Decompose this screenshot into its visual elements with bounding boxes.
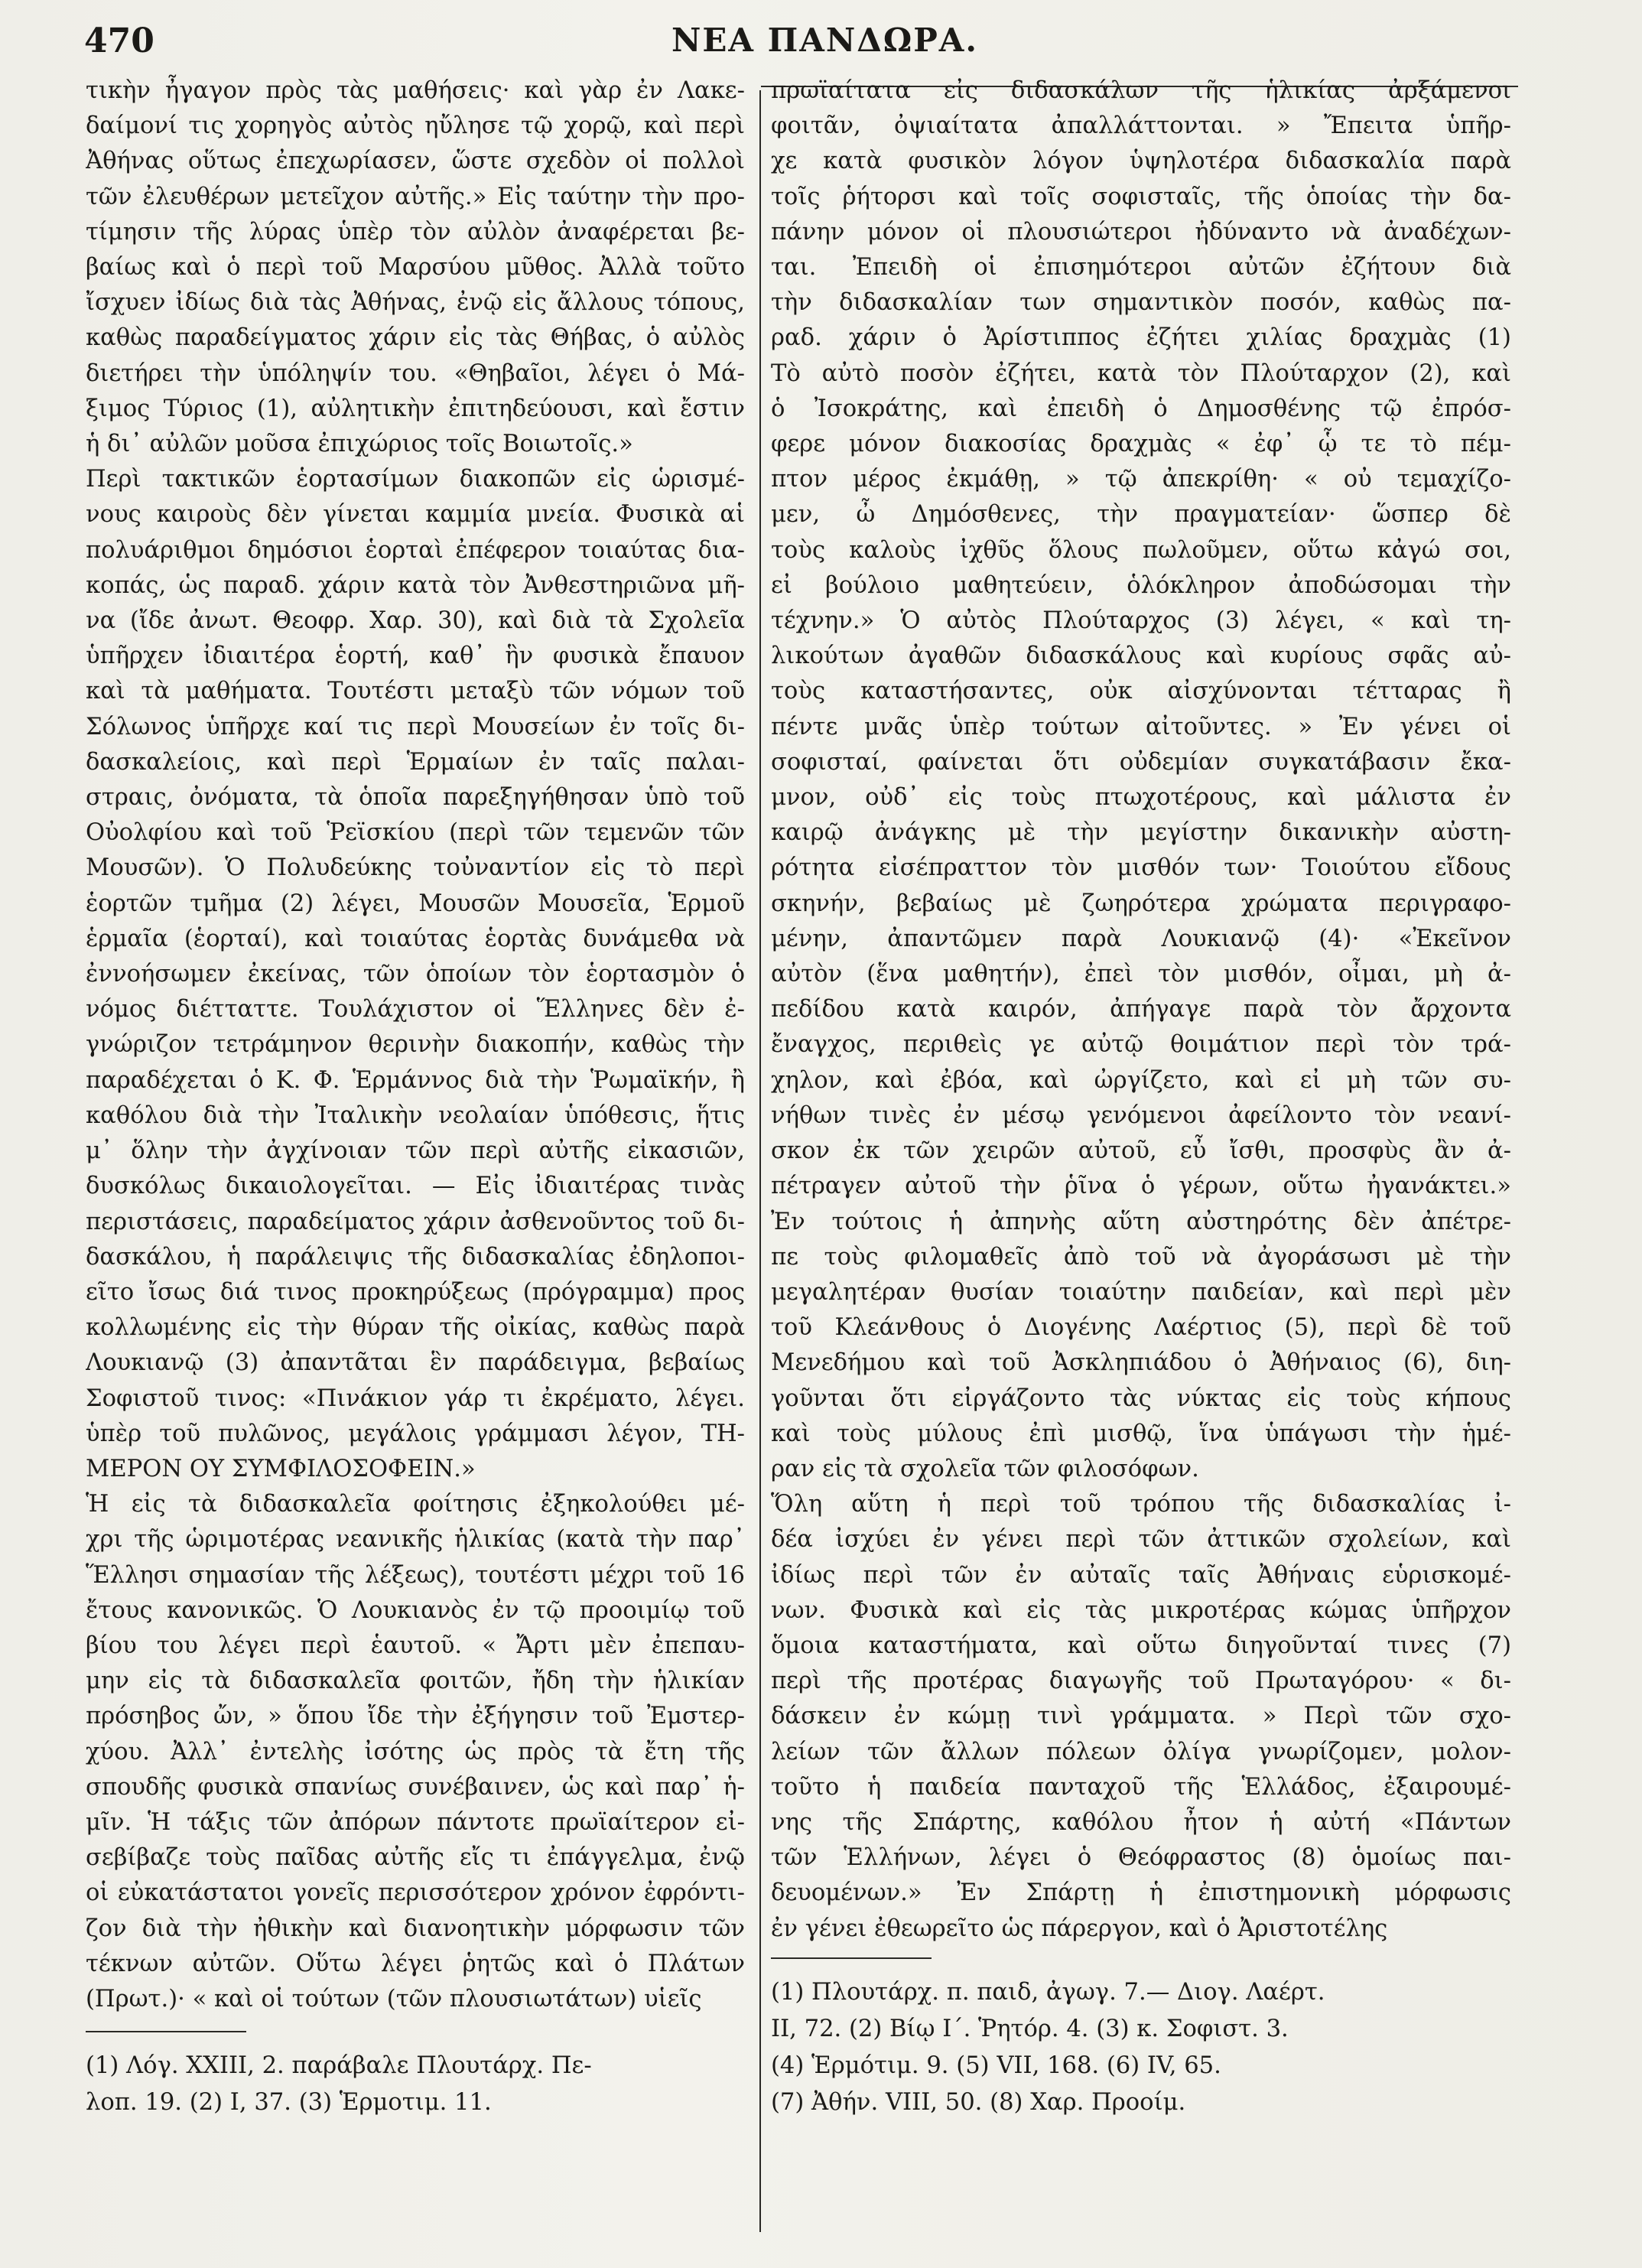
text-line: φοιτᾶν, ὀψιαίτατα ἀπαλλάττονται. » Ἔπειτα ὑπῆρ- [771, 112, 1511, 140]
text-line: ἑορτῶν τμῆμα (2) λέγει, Μουσῶν Μουσεῖα, Ἑρμοῦ [86, 890, 745, 917]
text-line: τοῦ Κλεάνθους ὁ Διογένης Λαέρτιος (5), περὶ δὲ τοῦ [771, 1314, 1511, 1342]
text-line: Ἀθήνας οὕτως ἐπεχωρίασεν, ὥστε σχεδὸν οἱ πολλοὶ [86, 148, 745, 175]
text-line: Περὶ τακτικῶν ἑορτασίμων διακοπῶν εἰς ὡρισμέ- [86, 466, 745, 493]
text-line: νόμος διέτταττε. Τουλάχιστον οἱ Ἕλληνες δὲν ἐ- [86, 996, 745, 1023]
text-line: εἰ βούλοιο μαθητεύειν, ὁλόκληρον ἀποδώσομαι τὴν [771, 571, 1511, 599]
text-line: σοφισταί, φαίνεται ὅτι οὐδεμίαν συγκατάβασιν ἔκα- [771, 748, 1511, 776]
text-line: φερε μόνον διακοσίας δραχμὰς « ἐφ᾽ ᾧ τε τὸ πέμ- [771, 431, 1511, 458]
text-line: τοὺς καλοὺς ἰχθῦς ὅλους πωλοῦμεν, οὕτω κἀγώ σοι, [771, 536, 1511, 564]
text-line: πε τοὺς φιλομαθεῖς ἀπὸ τοῦ νὰ ἀγοράσωσι μὲ τὴν [771, 1243, 1511, 1271]
text-line: νης τῆς Σπάρτης, καθόλου ἦτον ἡ αὐτή «Πάντων [771, 1808, 1511, 1836]
right-column [771, 73, 1511, 2121]
text-line: κοπάς, ὡς παραδ. χάριν κατὰ τὸν Ἀνθεστηριῶνα μῆ- [86, 571, 745, 599]
text-line: χηλον, καὶ ἐβόα, καὶ ὠργίζετο, καὶ εἰ μὴ τῶν συ- [771, 1066, 1511, 1094]
text-line: (1) Πλουτάρχ. π. παιδ, ἀγωγ. 7.— Διογ. Λαέρτ. [771, 1978, 1325, 2006]
text-line: Ἐν τούτοις ἡ ἀπηνὴς αὕτη αὐστηρότης δὲν ἀπέτρε- [771, 1208, 1511, 1235]
text-line: λοπ. 19. (2) Ι, 37. (3) Ἑρμοτιμ. 11. [86, 2089, 492, 2117]
page-number: 470 [84, 21, 154, 60]
text-line: Σοφιστοῦ τινος: «Πινάκιον γάρ τι ἐκρέματο, λέγει. [86, 1385, 745, 1412]
text-line: δασκαλείοις, καὶ περὶ Ἑρμαίων ἐν ταῖς παλαι- [86, 748, 745, 776]
right-column-text [771, 73, 1511, 1947]
text-line: πέντε μνᾶς ὑπὲρ τούτων αἰτοῦντες. » Ἐν γένει οἱ [771, 713, 1511, 740]
text-line: Μενεδήμου καὶ τοῦ Ἀσκληπιάδου ὁ Ἀθήναιος (6), διη- [771, 1349, 1511, 1377]
text-line: ὑπῆρχεν ἰδιαιτέρα ἑορτή, καθ᾽ ἣν φυσικὰ ἔπαυον [86, 643, 745, 670]
text-line: δυσκόλως δικαιολογεῖται. — Εἰς ἰδιαιτέρας τινὰς [86, 1173, 745, 1200]
running-title: ΝΕΑ ΠΑΝΔΩΡΑ. [671, 21, 978, 59]
text-line: περιστάσεις, παραδείματος χάριν ἀσθενοῦντος τοῦ δι- [86, 1208, 745, 1235]
text-line: νων. Φυσικὰ καὶ εἰς τὰς μικροτέρας κώμας ὑπῆρχον [771, 1596, 1511, 1624]
text-line: ΜΕΡΟΝ ΟΥ ΣΥΜΦΙΛΟΣΟΦΕΙΝ.» [86, 1455, 476, 1482]
left-column-text [86, 73, 745, 2017]
text-line: ὁ Ἰσοκράτης, καὶ ἐπειδὴ ὁ Δημοσθένης τῷ ἐπρόσ- [771, 395, 1511, 422]
text-line: χε κατὰ φυσικὸν λόγον ὑψηλοτέρα διδασκαλία παρὰ [771, 148, 1511, 175]
text-line: βίου του λέγει περὶ ἑαυτοῦ. « Ἄρτι μὲν ἐπεπαυ- [86, 1632, 745, 1659]
text-line: γοῦνται ὅτι εἰργάζοντο τὰς νύκτας εἰς τοὺς κήπους [771, 1385, 1511, 1412]
text-line: μῖν. Ἡ τάξις τῶν ἀπόρων πάντοτε πρωϊαίτερον εἰ- [86, 1808, 745, 1836]
text-line: Ὅλη αὕτη ἡ περὶ τοῦ τρόπου τῆς διδασκαλίας ἰ- [771, 1491, 1511, 1518]
text-line: δασκάλου, ἡ παράλειψις τῆς διδασκαλίας ἐδηλοποι- [86, 1243, 745, 1271]
text-line: γνώριζον τετράμηνον θερινὴν διακοπήν, καθὼς τὴν [86, 1031, 745, 1059]
text-line: ρότητα εἰσέπραττον τὸν μισθόν των· Τοιούτου εἴδους [771, 854, 1511, 882]
text-line: να (ἴδε ἀνωτ. Θεοφρ. Χαρ. 30), καὶ διὰ τὰ Σχολεῖα [86, 607, 745, 635]
text-line: τέχνην.» Ὁ αὐτὸς Πλούταρχος (3) λέγει, « καὶ τη- [771, 607, 1511, 635]
text-line: ὑπὲρ τοῦ πυλῶνος, μεγάλοις γράμμασι λέγον, ΤΗ- [86, 1420, 745, 1447]
text-line: Λουκιανῷ (3) ἀπαντᾶται ἓν παράδειγμα, βεβαίως [86, 1349, 745, 1377]
text-line: ἴσχυεν ἰδίως διὰ τὰς Ἀθήνας, ἐνῷ εἰς ἄλλους τόπους, [86, 289, 745, 317]
text-line: οἱ εὐκατάστατοι γονεῖς περισσότερον χρόνον ἐφρόντι- [86, 1879, 745, 1907]
text-line: μεγαλητέραν θυσίαν τοιαύτην παιδείαν, καὶ περὶ μὲν [771, 1278, 1511, 1306]
text-line: ραν εἰς τὰ σχολεῖα τῶν φιλοσόφων. [771, 1455, 1199, 1482]
text-line: ξιμος Τύριος (1), αὐλητικὴν ἐπιτηδεύουσι, καὶ ἔστιν [86, 395, 745, 422]
text-line: καθόλου διὰ τὴν Ἰταλικὴν νεολαίαν ὑπόθεσις, ἥτις [86, 1101, 745, 1129]
text-line: (Πρωτ.)· « καὶ οἱ τούτων (τῶν πλουσιωτάτων) υἱεῖς [86, 1985, 702, 2013]
text-line: μην εἰς τὰ διδασκαλεῖα φοιτῶν, ἤδη τὴν ἡλικίαν [86, 1668, 745, 1695]
text-line: Οὐολφίου καὶ τοῦ Ῥεϊσκίου (περὶ τῶν τεμενῶν τῶν [86, 819, 745, 847]
text-line: ἐννοήσωμεν ἐκείνας, τῶν ὁποίων τὸν ἑορτασμὸν ὁ [86, 961, 745, 988]
text-line: ἔτους κανονικῶς. Ὁ Λουκιανὸς ἐν τῷ προοιμίῳ τοῦ [86, 1596, 745, 1624]
text-line: ἐν γένει ἐθεωρεῖτο ὡς πάρεργον, καὶ ὁ Ἀριστοτέλης [771, 1915, 1388, 1942]
text-line: πρόσηβος ὤν, » ὅπου ἴδε τὴν ἐξήγησιν τοῦ Ἐμστερ- [86, 1703, 745, 1730]
text-line: ὅμοια καταστήματα, καὶ οὕτω διηγοῦνταί τινες (7) [771, 1632, 1511, 1659]
left-column [86, 73, 745, 2121]
text-line: τῶν ἐλευθέρων μετεῖχον αὐτῆς.» Εἰς ταύτην τὴν προ- [86, 183, 745, 210]
text-line: μένην, ἀπαντῶμεν παρὰ Λουκιανῷ (4)· «Ἐκεῖνον [771, 925, 1511, 952]
text-line: τέκνων αὐτῶν. Οὕτω λέγει ῥητῶς καὶ ὁ Πλάτων [86, 1950, 745, 1977]
text-line: μνον, οὐδ᾽ εἰς τοὺς πτωχοτέρους, καὶ μάλιστα ἐν [771, 784, 1511, 812]
text-line: λείων τῶν ἄλλων πόλεων ὀλίγα γνωρίζομεν, μολον- [771, 1738, 1511, 1765]
text-line: χρι τῆς ὡριμοτέρας νεανικῆς ἡλικίας (κατὰ τὴν παρ᾽ [86, 1526, 745, 1554]
text-line: II, 72. (2) Βίῳ Ι΄. Ῥητόρ. 4. (3) κ. Σοφιστ. 3. [771, 2015, 1289, 2042]
text-line: χύου. Ἀλλ᾽ ἐντελὴς ἰσότης ὡς πρὸς τὰ ἔτη τῆς [86, 1738, 745, 1765]
text-line: πρωϊαίτατα εἰς διδασκάλων τῆς ἡλικίας ἀρξάμενοι [771, 77, 1511, 104]
text-line: (4) Ἑρμότιμ. 9. (5) VII, 168. (6) IV, 65. [771, 2052, 1221, 2079]
text-line: στραις, ὀνόματα, τὰ ὁποῖα παρεξηγήθησαν ὑπὸ τοῦ [86, 784, 745, 812]
text-line: καὶ τοὺς μύλους ἐπὶ μισθῷ, ἵνα ὑπάγωσι τὴν ἡμέ- [771, 1420, 1511, 1447]
text-line: καθὼς παραδείγματος χάριν εἰς τὰς Θήβας, ὁ αὐλὸς [86, 324, 745, 352]
left-footnotes [86, 2048, 745, 2121]
text-line: ται. Ἐπειδὴ οἱ ἐπισημότεροι αὐτῶν ἐζήτουν διὰ [771, 254, 1511, 281]
text-line: σκηνήν, βεβαίως μὲ ζωηρότερα χρώματα περιγραφο- [771, 890, 1511, 917]
text-line: μ᾽ ὅλην τὴν ἀγχίνοιαν τῶν περὶ αὐτῆς εἰκασιῶν, [86, 1137, 745, 1165]
text-line: δάσκειν ἐν κώμῃ τινὶ γράμματα. » Περὶ τῶν σχο- [771, 1703, 1511, 1730]
text-line: τοὺς καταστήσαντες, οὐκ αἰσχύνονται τέτταρας ἢ [771, 678, 1511, 705]
text-line: (1) Λόγ. XXIII, 2. παράβαλε Πλουτάρχ. Πε- [86, 2052, 592, 2080]
text-line: βαίως καὶ ὁ περὶ τοῦ Μαρσύου μῦθος. Ἀλλὰ τοῦτο [86, 254, 745, 281]
text-line: λικούτων ἀγαθῶν διδασκάλους καὶ κυρίους σφᾶς αὐ- [771, 643, 1511, 670]
text-line: αὐτὸν (ἕνα μαθητήν), ἐπεὶ τὸν μισθόν, οἶμαι, μὴ ἀ- [771, 961, 1511, 988]
text-line: παραδέχεται ὁ Κ. Φ. Ἑρμάννος διὰ τὴν Ῥωμαϊκήν, ἢ [86, 1066, 745, 1094]
text-line: Ἕλλησι σημασίαν τῆς λέξεως), τουτέστι μέχρι τοῦ 16 [86, 1561, 745, 1589]
text-line: πεδίδου κατὰ καιρόν, ἀπήγαγε παρὰ τὸν ἄρχοντα [771, 996, 1511, 1023]
text-line: ραδ. χάριν ὁ Ἀρίστιππος ἐζήτει χιλίας δραχμὰς (1) [771, 324, 1511, 352]
text-line: τὴν διδασκαλίαν των σημαντικὸν ποσόν, καθὼς πα- [771, 289, 1511, 317]
text-line: τοῦτο ἡ παιδεία πανταχοῦ τῆς Ἑλλάδος, ἐξαιρουμέ- [771, 1773, 1511, 1801]
text-line: ἰδίως περὶ τῶν ἐν αὐταῖς ταῖς Ἀθήναις εὑρισκομέ- [771, 1561, 1511, 1589]
right-footnotes [771, 1974, 1511, 2121]
text-line: κολλωμένης εἰς τὴν θύραν τῆς οἰκίας, καθὼς παρὰ [86, 1314, 745, 1342]
text-line: (7) Ἀθήν. VIII, 50. (8) Χαρ. Προοίμ. [771, 2088, 1186, 2116]
text-line: Ἡ εἰς τὰ διδασκαλεῖα φοίτησις ἐξηκολούθει μέ- [86, 1491, 745, 1518]
text-line: δευομένων.» Ἐν Σπάρτῃ ἡ ἐπιστημονικὴ μόρφωσις [771, 1879, 1511, 1907]
text-line: σεβίβαζε τοὺς παῖδας αὐτῆς εἴς τι ἐπάγγελμα, ἐνῷ [86, 1844, 745, 1872]
column-divider [759, 90, 761, 2232]
text-line: τῶν Ἑλλήνων, λέγει ὁ Θεόφραστος (8) ὁμοίως παι- [771, 1844, 1511, 1872]
text-line: δέα ἰσχύει ἐν γένει περὶ τῶν ἀττικῶν σχολείων, καὶ [771, 1526, 1511, 1554]
text-line: πολυάριθμοι δημόσιοι ἑορταὶ ἐπέφερον τοιαύτας δια- [86, 536, 745, 564]
text-line: ἑρμαῖα (ἑορταί), καὶ τοιαύτας ἑορτὰς δυνάμεθα νὰ [86, 925, 745, 952]
text-line: Σόλωνος ὑπῆρχε καί τις περὶ Μουσείων ἐν τοῖς δι- [86, 713, 745, 740]
text-line: ἡ δι᾽ αὐλῶν μοῦσα ἐπιχώριος τοῖς Βοιωτοῖς.» [86, 431, 633, 458]
text-line: ἔναγχος, περιθεὶς γε αὐτῷ θοιμάτιον περὶ τὸν τρά- [771, 1031, 1511, 1059]
text-line: εῖτο ἴσως διά τινος προκηρύξεως (πρόγραμμα) προς [86, 1278, 745, 1306]
text-line: τικὴν ἦγαγον πρὸς τὰς μαθήσεις· καὶ γὰρ ἐν Λακε- [86, 77, 745, 104]
text-line: πάνην μόνον οἱ πλουσιώτεροι ἠδύναντο νὰ ἀναδέχων- [771, 218, 1511, 246]
text-line: δαίμονί τις χορηγὸς αὐτὸς ηὔλησε τῷ χορῷ, καὶ περὶ [86, 112, 745, 140]
text-line: πέτραγεν αὐτοῦ τὴν ῥῖνα ὁ γέρων, οὕτω ἠγανάκτει.» [771, 1173, 1511, 1200]
text-line: πτον μέρος ἐκμάθῃ, » τῷ ἀπεκρίθη· « οὐ τεμαχίζο- [771, 466, 1511, 493]
footnote-rule [771, 1957, 932, 1959]
text-line: ζον διὰ τὴν ἠθικὴν καὶ διανοητικὴν μόρφωσιν τῶν [86, 1915, 745, 1942]
text-line: τίμησιν τῆς λύρας ὑπὲρ τὸν αὐλὸν ἀναφέρεται βε- [86, 218, 745, 246]
text-line: σκον ἐκ τῶν χειρῶν αὐτοῦ, εὖ ἴσθι, προσφὺς ἂν ἀ- [771, 1137, 1511, 1165]
text-line: καιρῷ ἀνάγκης μὲ τὴν μεγίστην δικανικὴν αὐστη- [771, 819, 1511, 847]
text-line: σπουδῆς φυσικὰ σπανίως συνέβαινεν, ὡς καὶ παρ᾽ ἡ- [86, 1773, 745, 1801]
page-header [84, 21, 1566, 67]
text-line: νους καιροὺς δὲν γίνεται καμμία μνεία. Φυσικὰ αἱ [86, 501, 745, 529]
text-line: καὶ τὰ μαθήματα. Τουτέστι μεταξὺ τῶν νόμων τοῦ [86, 678, 745, 705]
text-line: μεν, ὦ Δημόσθενες, τὴν πραγματείαν· ὥσπερ δὲ [771, 501, 1511, 529]
footnote-rule [86, 2031, 246, 2032]
text-line: νήθων τινὲς ἐν μέσῳ γενόμενοι ἀφείλοντο τὸν νεανί- [771, 1101, 1511, 1129]
text-line: Τὸ αὐτὸ ποσὸν ἐζήτει, κατὰ τὸν Πλούταρχον (2), καὶ [771, 360, 1511, 387]
text-line: περὶ τῆς προτέρας διαγωγῆς τοῦ Πρωταγόρου· « δι- [771, 1668, 1511, 1695]
text-line: διετήρει τὴν ὑπόληψίν του. «Θηβαῖοι, λέγει ὁ Μά- [86, 360, 745, 387]
text-line: Μουσῶν). Ὁ Πολυδεύκης τοὐναντίον εἰς τὸ περὶ [86, 854, 745, 882]
text-line: τοῖς ῥήτορσι καὶ τοῖς σοφισταῖς, τῆς ὁποίας τὴν δα- [771, 183, 1511, 210]
